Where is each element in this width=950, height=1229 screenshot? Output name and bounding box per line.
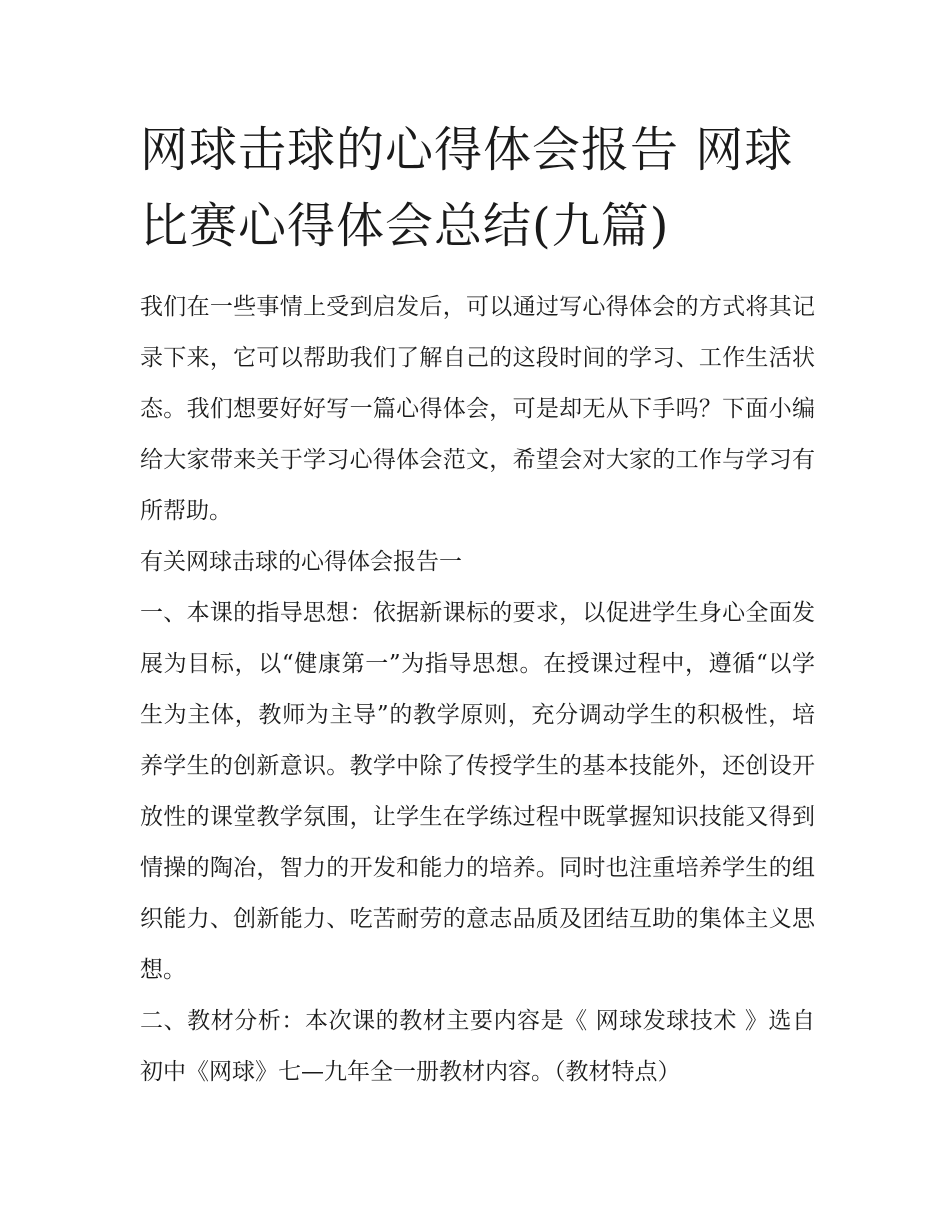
section-heading: 有关网球击球的心得体会报告一 — [140, 549, 462, 575]
document-page — [140, 112, 815, 1098]
document-title: 网球击球的心得体会报告 网球比赛心得体会总结(九篇) — [140, 122, 794, 254]
guiding-thought-paragraph: 一、本课的指导思想：依据新课标的要求，以促进学生身心全面发展为目标，以“健康第一”为指导思想。在授课过程中，遵循“以学生为主体，教师为主导”的教学原则，充分调动学生的积极性，培养学生的创新意识。教学中除了传授学生的基本技能外，还创设开放性的课堂教学氛围，让学生在学练过程中既掌握知识技能又得到情操的陶冶，智力的开发和能力的培养。同时也注重培养学生的组织能力、创新能力、吃苦耐劳的意志品质及团结互助的集体主义思想。 — [140, 600, 815, 983]
material-analysis-paragraph: 二、教材分析：本次课的教材主要内容是《 网球发球技术 》选自初中《网球》七—九年全一册教材内容。（教材特点） — [140, 1008, 815, 1085]
intro-paragraph: 我们在一些事情上受到启发后，可以通过写心得体会的方式将其记录下来，它可以帮助我们了解自己的这段时间的学习、工作生活状态。我们想要好好写一篇心得体会，可是却无从下手吗？下面小编给大家带来关于学习心得体会范文，希望会对大家的工作与学习有所帮助。 — [140, 294, 815, 524]
